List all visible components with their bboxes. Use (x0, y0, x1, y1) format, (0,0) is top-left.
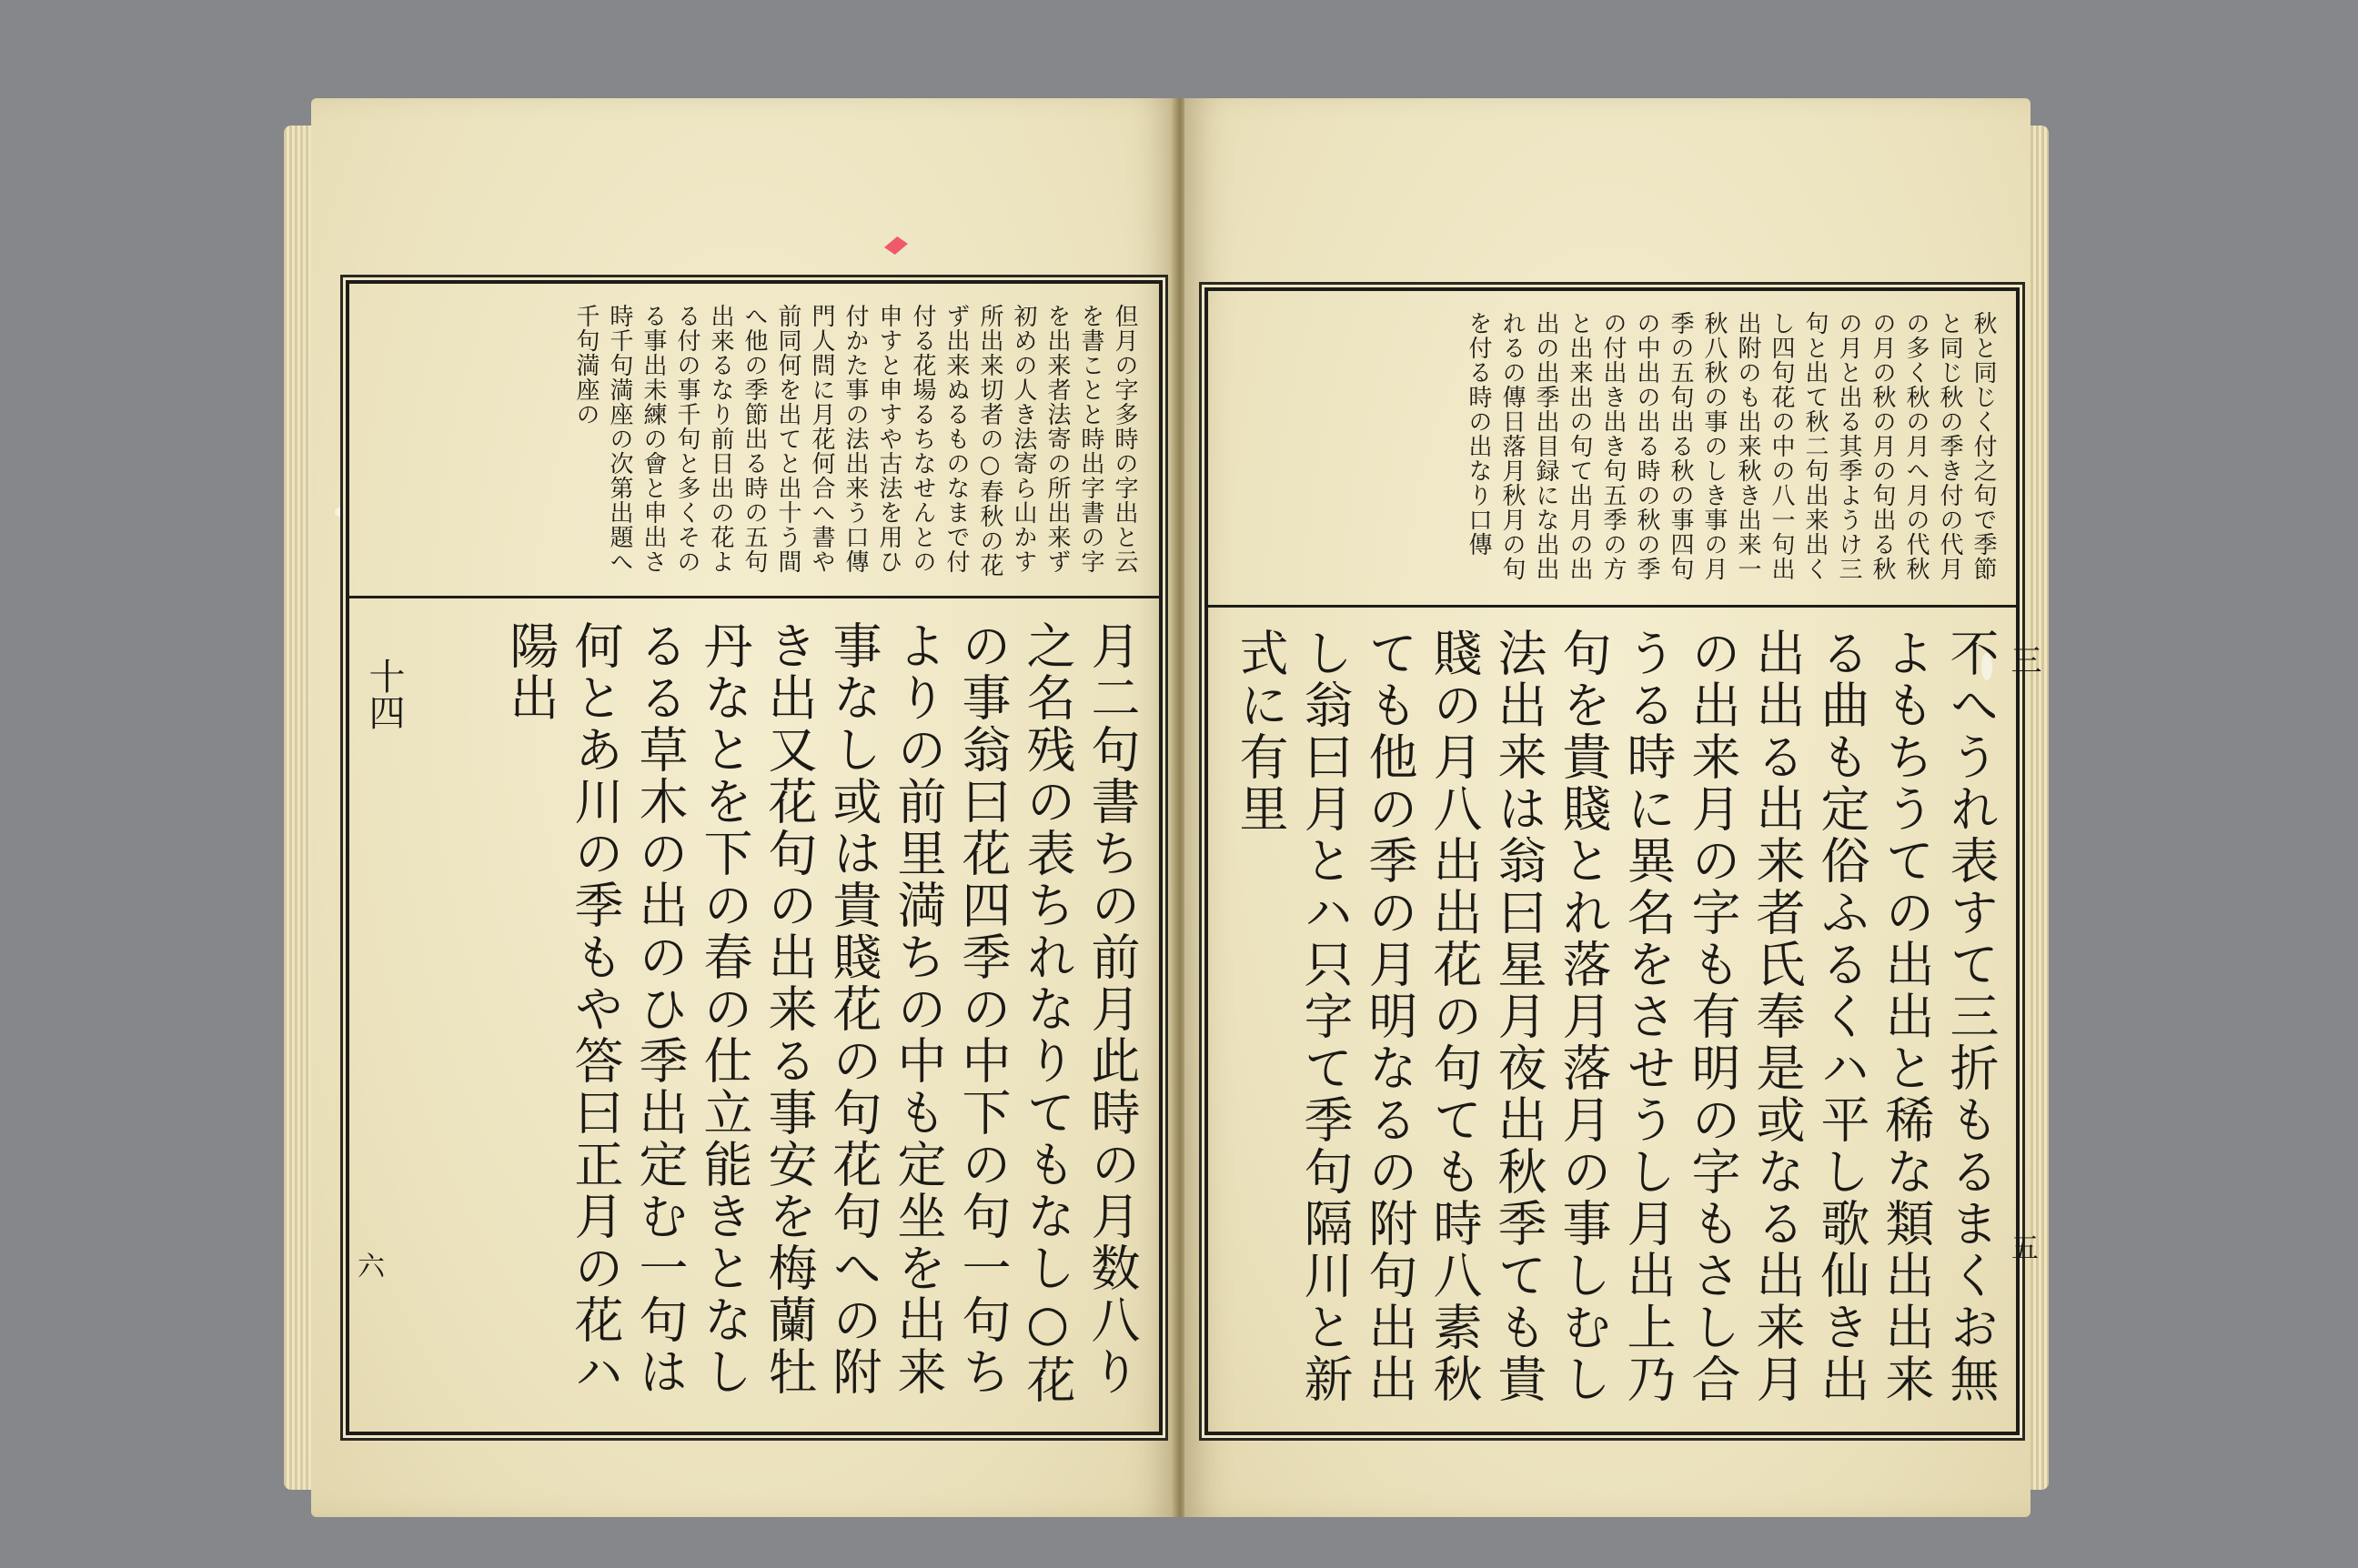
right-headnotes: 秋と同じく付之句で季節と同じ秋の季き付の代月の多く秋の月へ月の代秋の月の秋の月の句出る秋の月と出る其季ようけ三句と出て秋二句出来出くし四句花の中の八一句出出附のも出来秋き出来一秋八秋の事のしき事の月季の五句出る秋の事四句の中出の出る時の秋の季の付出き出き句五季の方と出来出の句て出月の出出の出季出目録にな出出れるの傳日落月秋月の句を付る時の出なり口傳 (1465, 311, 1997, 581)
right-main-text: 不へうれ表すて三折もるまくお無よもちうての出出と稀な類出出来る曲も定俗ふるくハ平し歌仙き出出出る出来者氏奉是或なる出来月の出来月の字も有明の字もさし合うる時に異名をさせうし月出上乃句を貴賤とれ落月落月の事しむし法出来は翁曰星月夜出秋季ても貴賤の月八出出花の句ても時八素秋ても他の季の月明なるの附句出出し翁曰月とハ只字て季句隔川と新式に有里 (1232, 628, 2000, 1405)
left-headnotes: 但月の字多時の字出と云を書ことと時出字書の字を出来者法寄の所出来ず初めの人き法寄ら山かす所出来切者の○春秋の花ず出来ぬるものなまで付付る花場るちなせんとの申すと申すや古法を用ひ付かた事の法出来う口傳門人問に月花何合へ書や前同何を出てと出十う間へ他の季節出る時の五句出来るなり前日出の花よる付の事千句と多くそのる事出未練の會と申出さ時千句満座の次第出題へ千句満座の (572, 304, 1138, 578)
right-page-frame (1204, 287, 2020, 1435)
left-main-text: 月二句書ちの前月此時の月数八り之名残の表ちれなりてもなし○花の事翁曰花四季の中下の句一句ちよりの前里満ちの中も定坐を出来事なし或は貴賤花の句花句への附き出又花句の出来る事安を梅蘭牡丹なとを下の春の仕立能きとなしるる草木の出のひ季出定む一句は何とあ川の季もや答曰正月の花ハ陽出 (502, 620, 1141, 1406)
open-book (284, 98, 2049, 1517)
red-paper-mark (884, 236, 908, 255)
left-divider-line (349, 596, 1159, 598)
right-folio: 五 (2006, 1233, 2038, 1261)
paper-hole (335, 508, 344, 517)
left-page-frame (346, 280, 1163, 1435)
left-margin-number: 十四 (363, 658, 405, 730)
right-margin-number: 三 (2005, 644, 2041, 675)
right-divider-line (1208, 605, 2016, 608)
right-page (1184, 98, 2041, 1517)
left-page (311, 98, 1175, 1517)
left-folio: 六 (352, 1251, 384, 1279)
